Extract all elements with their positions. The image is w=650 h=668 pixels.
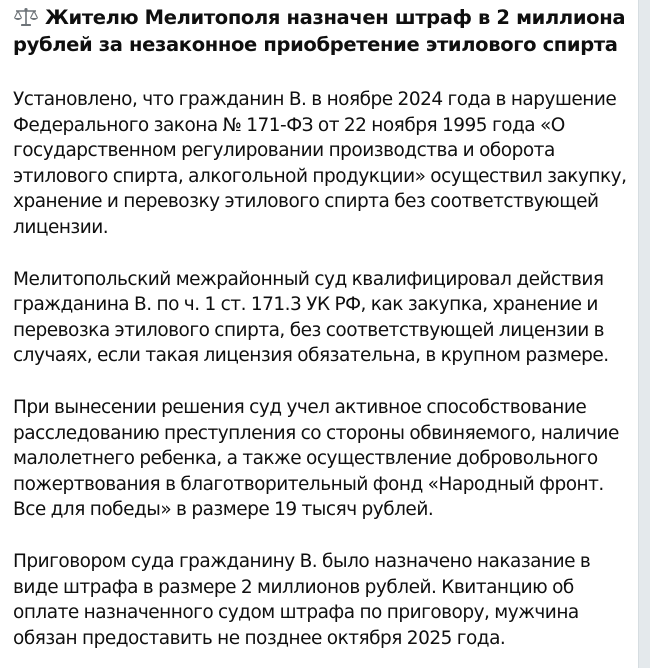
scrollbar-track[interactable]: [638, 0, 650, 668]
post-paragraph: Установлено, что гражданин В. в ноябре 2024 года в нарушение Федерального закона № 171-ФЗ от 22 ноября 1995 года «О государственном регулировании производства и оборота этилового спирта, алкогольной продукции» осуществил закупку, хранение и перевозку этилового спирта без соответствующей лицензии.: [13, 89, 627, 238]
post-title: [13, 4, 638, 58]
post-title-text: Жителю Мелитополя назначен штраф в 2 миллиона рублей за незаконное приобретение этилового спирта: [13, 6, 626, 56]
post-paragraph: Мелитопольский межрайонный суд квалифицировал действия гражданина В. по ч. 1 ст. 171.3 УК РФ, как закупка, хранение и перевозка этилового спирта, без соответствующей лицензии в случаях, если такая лицензия обязательна, в крупном размере.: [13, 268, 609, 367]
scales-icon: [13, 7, 39, 27]
post-paragraph: Приговором суда гражданину В. было назначено наказание в виде штрафа в размере 2 миллионов рублей. Квитанцию об оплате назначенного судом штрафа по приговору, мужчина обязан предоставить не позднее октября 2025 года.: [13, 550, 591, 649]
post-paragraph: При вынесении решения суд учел активное способствование расследованию преступления со стороны обвиняемого, наличие малолетнего ребенка, а также осуществление добровольного пожертвования в благотворительный фонд «Народный фронт. Все для победы» в размере 19 тысяч рублей.: [13, 396, 619, 521]
